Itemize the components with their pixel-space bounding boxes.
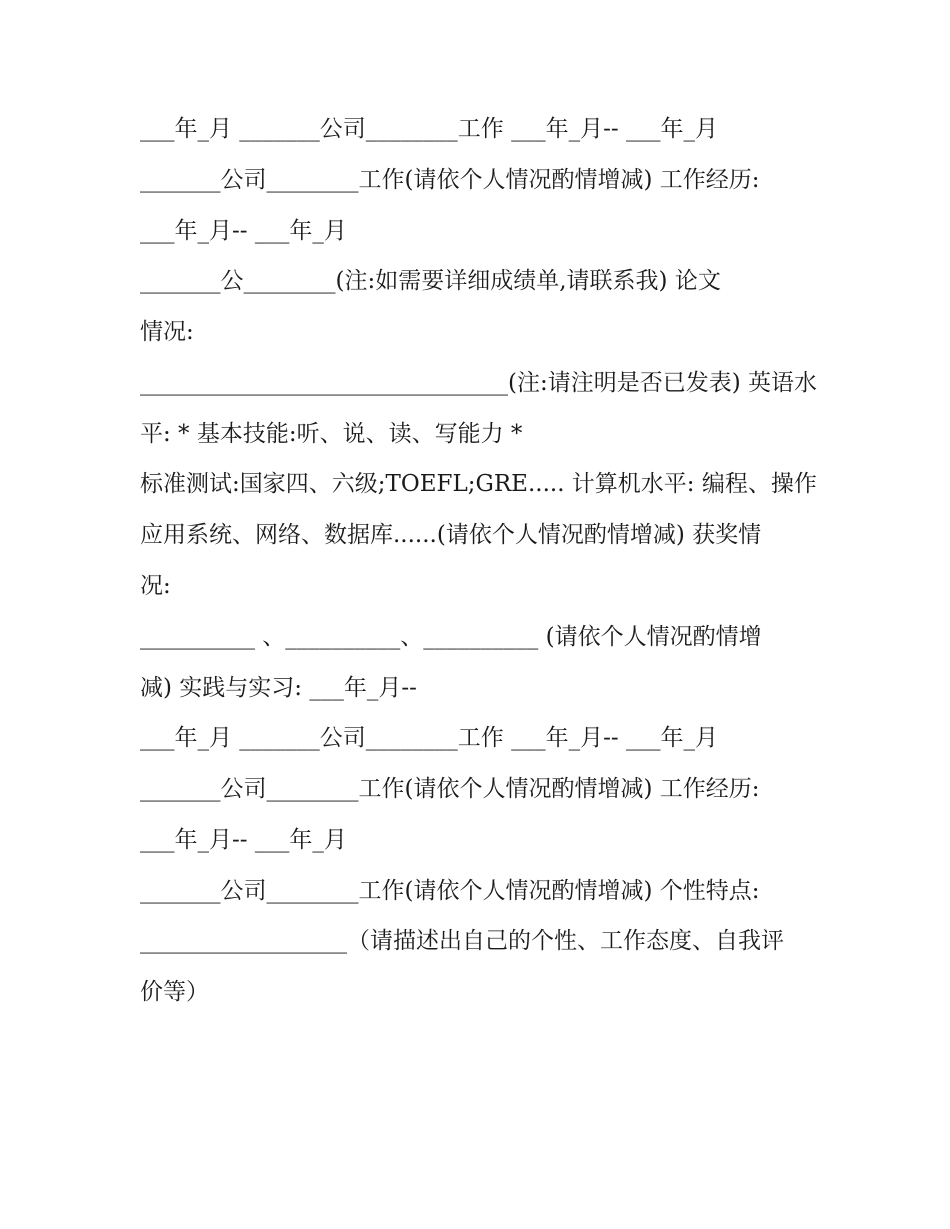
text-line: _______公司________工作(请依个人情况酌情增减) 工作经历: (140, 167, 760, 193)
text-line: _______公司________工作(请依个人情况酌情增减) 个性特点: (140, 878, 760, 904)
text-line: ___年_月-- ___年_月 (140, 827, 347, 853)
text-line: ___年_月-- ___年_月 (140, 218, 347, 244)
text-line: 情况: (140, 319, 194, 345)
text-line: __________________（请描述出自己的个性、工作态度、自我评 (140, 928, 784, 954)
text-line: ___年_月 _______公司________工作 ___年_月-- ___年_月 (140, 725, 718, 751)
text-line: ________________________________(注:请注明是否已发表) 英语水 (140, 370, 818, 396)
text-line: 平: * 基本技能:听、说、读、写能力 * (140, 421, 523, 447)
text-line: 况: (140, 573, 171, 599)
text-line: __________ 、__________、__________ (请依个人情况酌情增 (140, 624, 762, 650)
text-line: 价等） (140, 979, 209, 1005)
text-line: _______公司________工作(请依个人情况酌情增减) 工作经历: (140, 776, 760, 802)
text-line: 减) 实践与实习: ___年_月-- (140, 675, 417, 701)
text-line: _______公________(注:如需要详细成绩单,请联系我) 论文 (140, 268, 721, 294)
text-line: 标准测试:国家四、六级;TOEFL;GRE..... 计算机水平: 编程、操作 (140, 471, 817, 497)
text-line: ___年_月 _______公司________工作 ___年_月-- ___年_月 (140, 116, 718, 142)
text-line: 应用系统、网络、数据库......(请依个人情况酌情增减) 获奖情 (140, 522, 762, 548)
